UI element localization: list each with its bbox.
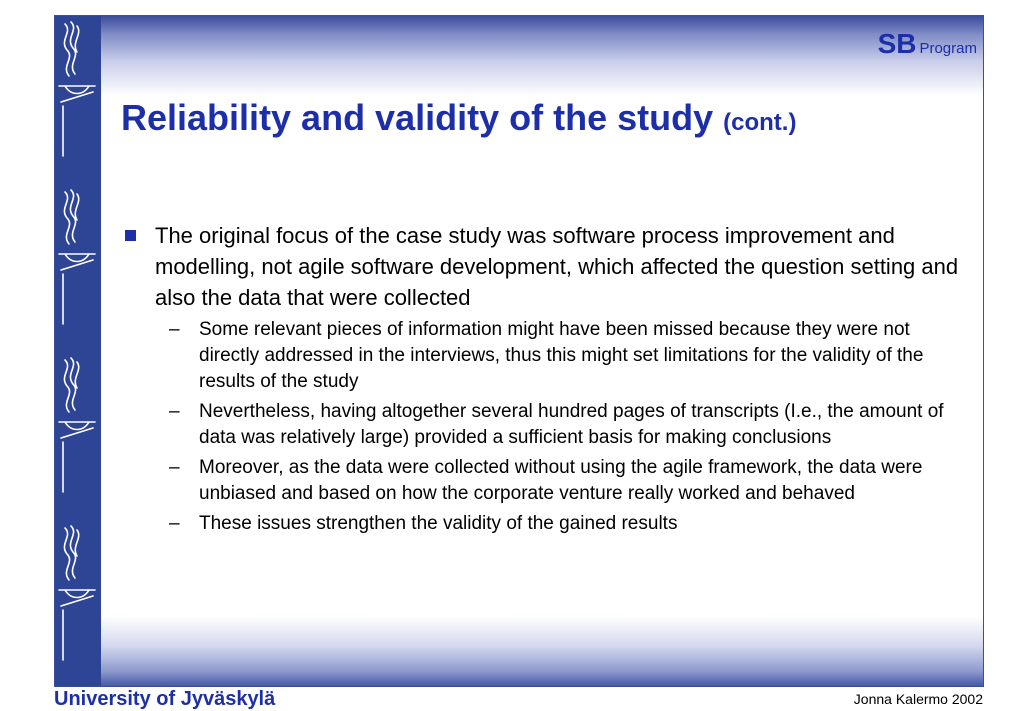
sub-bullet-text: Nevertheless, having altogether several hundred pages of transcripts (I.e., the amount of data was relatively large) provided a sufficient basis for making conclusions [199,401,944,448]
torch-icon [59,526,95,660]
slide-frame [54,15,984,687]
sub-bullet-item [121,511,961,537]
sidebar-ornament [55,16,101,686]
slide-title-suffix: (cont.) [723,109,797,136]
sub-bullet-text: These issues strengthen the validity of the gained results [199,513,678,534]
slide-title-main: Reliability and validity of the study [121,97,714,138]
sub-bullet-item [121,317,961,395]
torch-icon [59,190,95,324]
sub-bullet-item [121,455,961,507]
sub-bullet-text: Some relevant pieces of information might have been missed because they were not directly addressed in the interviews, thus this might set limitations for the validity of the results of the study [199,319,924,392]
logo-word: Program [919,40,977,57]
square-bullet-icon [125,230,136,241]
dash-bullet-icon: – [169,319,180,340]
footer-author: Jonna Kalermo 2002 [853,691,983,707]
torch-icon [59,358,95,492]
bullet-item [121,220,961,313]
logo-abbreviation: SB [877,28,917,59]
program-logo [878,28,977,60]
dash-bullet-icon: – [169,457,180,478]
slide-body [121,220,961,541]
dash-bullet-icon: – [169,401,180,422]
footer-institution: University of Jyväskylä [54,688,276,710]
dash-bullet-icon: – [169,513,180,534]
sub-bullet-list [121,317,961,537]
bullet-text: The original focus of the case study was software process improvement and modelling, not agile software development, which affected the question setting and also the data that were collected [155,223,959,310]
torch-icon [59,22,95,156]
torch-ornament-icon [55,16,101,687]
sub-bullet-text: Moreover, as the data were collected without using the agile framework, the data were unbiased and based on how the corporate venture really worked and behaved [199,457,923,504]
slide-title [121,96,796,145]
sub-bullet-item [121,399,961,451]
